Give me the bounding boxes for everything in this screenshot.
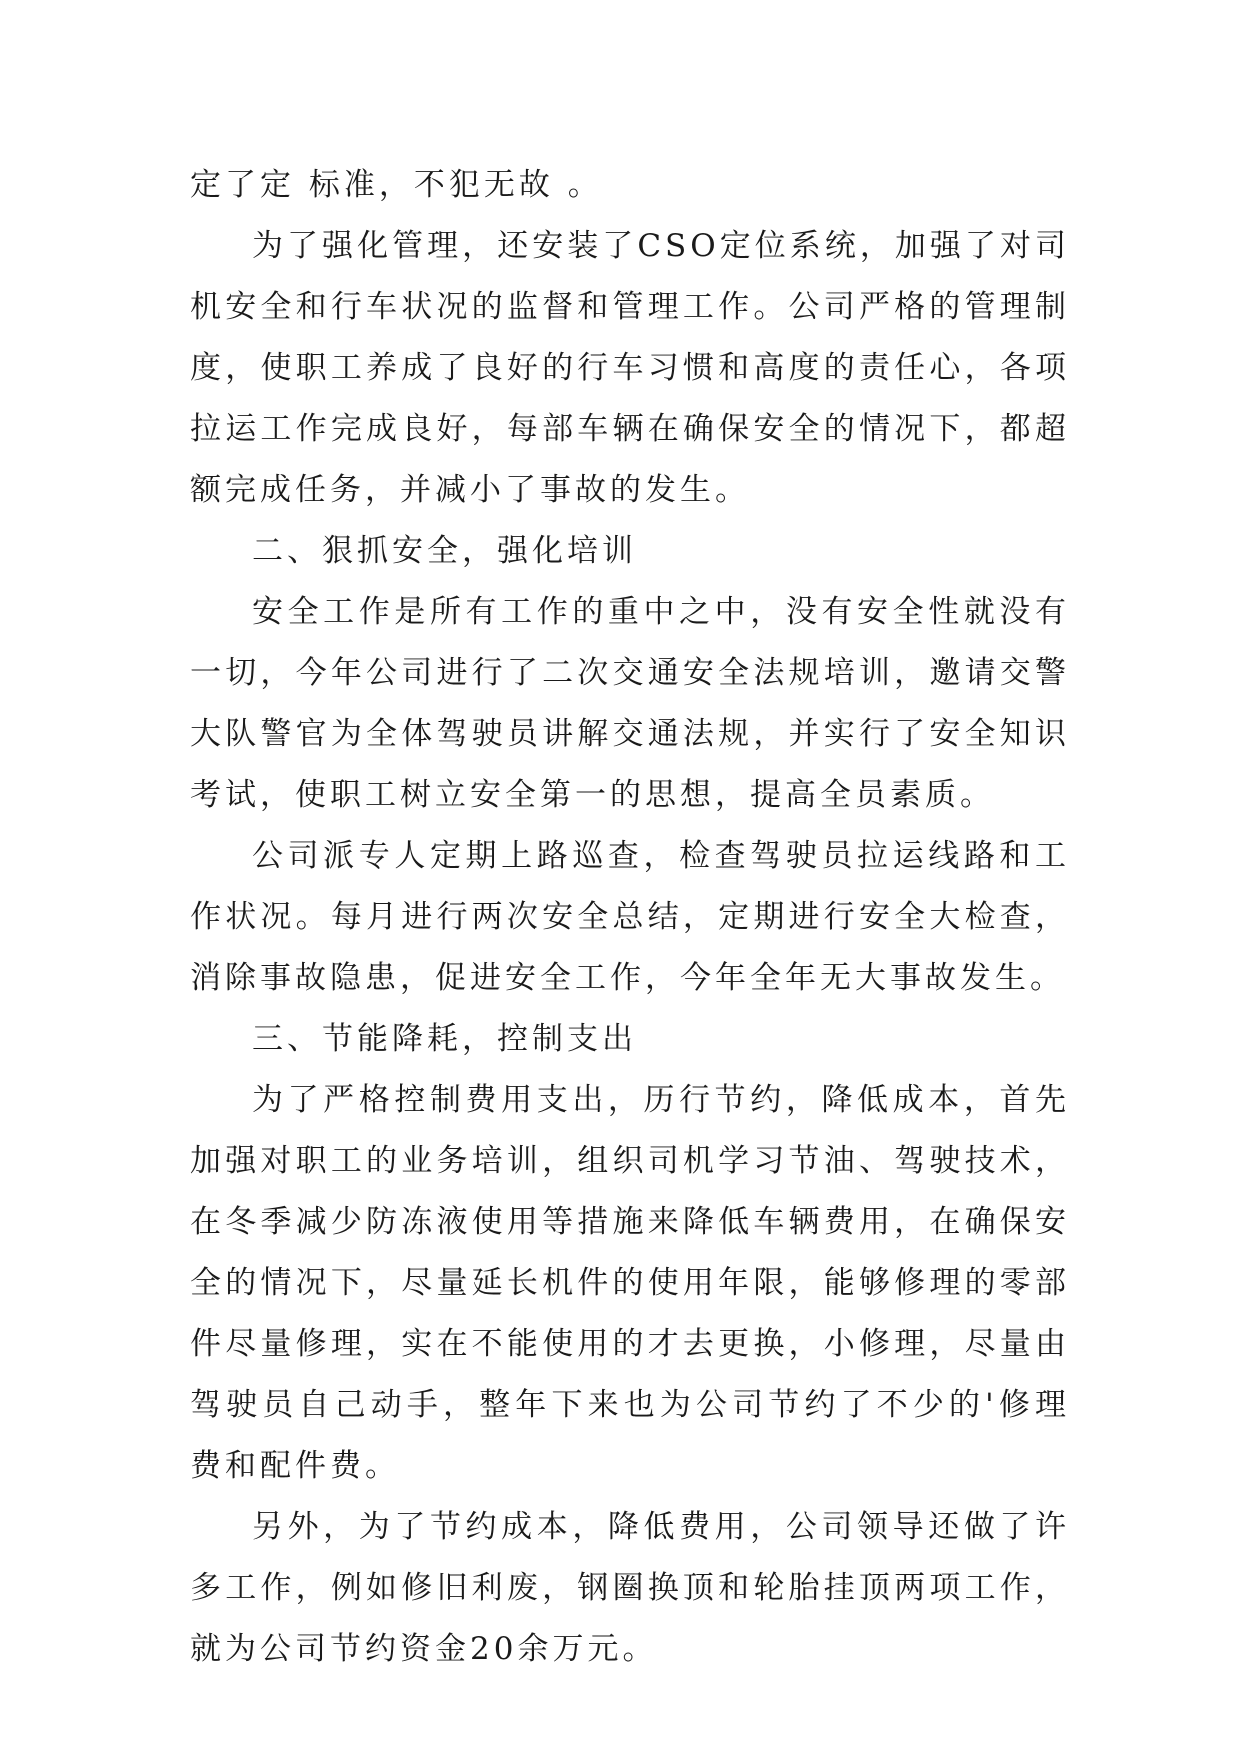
paragraph-cost-control: 为了严格控制费用支出，历行节约，降低成本，首先加强对职工的业务培训，组织司机学习节油、驾驶技术，在冬季减少防冻液使用等措施来降低车辆费用，在确保安全的情况下，尽量延长机件的使用年限，能够修理的零部件尽量修理，实在不能使用的才去更换，小修理，尽量由驾驶员自己动手，整年下来也为公司节约了不少的'修理费和配件费。 — [190, 1082, 1070, 1484]
paragraph-continuation: 定了定 标准，不犯无故 。 — [190, 167, 603, 203]
paragraph-road-inspection: 公司派专人定期上路巡查，检查驾驶员拉运线路和工作状况。每月进行两次安全总结，定期进行安全大检查，消除事故隐患，促进安全工作，今年全年无大事故发生。 — [190, 838, 1070, 996]
paragraph-safety-work: 安全工作是所有工作的重中之中，没有安全性就没有一切，今年公司进行了二次交通安全法规培训，邀请交警大队警官为全体驾驶员讲解交通法规，并实行了安全知识考试，使职工树立安全第一的思想，提高全员素质。 — [190, 594, 1070, 813]
section-heading-energy-saving: 三、节能降耗，控制支出 — [252, 1021, 637, 1057]
paragraph-cost-saving: 另外，为了节约成本，降低费用，公司领导还做了许多工作，例如修旧利废，钢圈换顶和轮胎挂顶两项工作，就为公司节约资金20余万元。 — [190, 1509, 1070, 1667]
section-heading-safety-training: 二、狠抓安全，强化培训 — [252, 533, 637, 569]
document-body — [190, 155, 1070, 1680]
paragraph-cso-positioning: 为了强化管理，还安装了CSO定位系统，加强了对司机安全和行车状况的监督和管理工作。公司严格的管理制度，使职工养成了良好的行车习惯和高度的责任心，各项拉运工作完成良好，每部车辆在确保安全的情况下，都超额完成任务，并减小了事故的发生。 — [190, 228, 1070, 508]
